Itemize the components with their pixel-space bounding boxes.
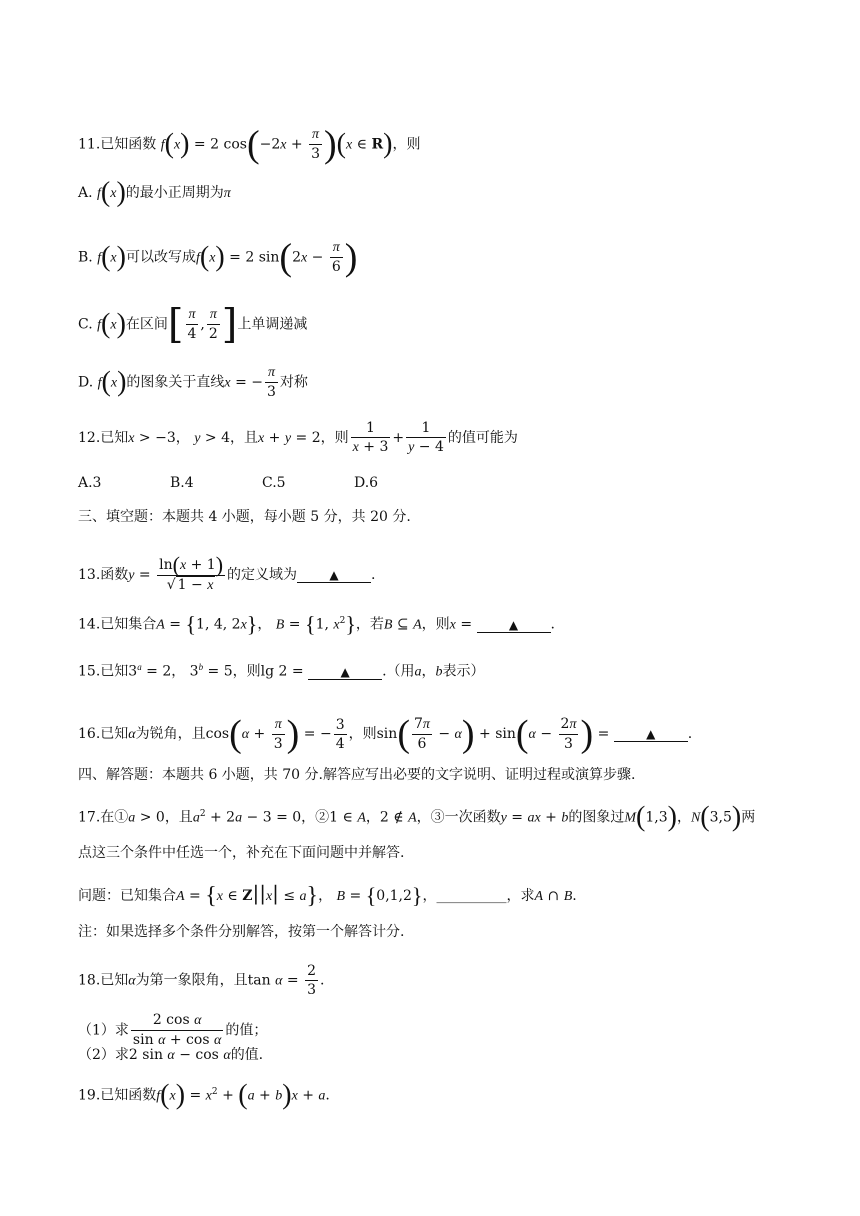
q12-t3: ，则 (320, 430, 349, 446)
q14-prefix: 14.已知集合 (78, 616, 157, 633)
question-18: 18.已知α为第一象限角，且tan α = $\frac{2}{3}$ . (78, 963, 325, 998)
q14-end: . (550, 616, 555, 633)
q18-part1-prefix: （1）求 (78, 1022, 129, 1039)
question-14: 14.已知集合A = {1, 4, 2x}， B = {1, $x^2$}，若B ⊆ A，则x = ▲ . (78, 611, 555, 637)
q17-line3b: ， (318, 888, 333, 904)
q17-line3c: ， (422, 888, 437, 904)
question-12: 12.已知x > −3， y > 4，且x + y = 2，则 $\frac{1}{x + 3}$ + $\frac{1}{y - 4}$ 的值可能为 (78, 420, 518, 455)
q11-option-a: A. f(x)的最小正周期为π (78, 177, 231, 208)
q15-t2: ，则 (232, 663, 261, 680)
q12-choices (78, 473, 378, 493)
option-d-text2: 对称 (279, 374, 308, 391)
q12-t1: ， (175, 430, 190, 446)
q18-part2-prefix: （2）求 (78, 1047, 129, 1063)
option-d-label: D. (78, 374, 94, 391)
frac-pi-3: $\frac{\pi}{3}$ (311, 127, 321, 162)
option-c-text2: 上单调递减 (237, 316, 308, 333)
q14-t1: ， (257, 616, 272, 633)
q15-answer-blank: ▲ (308, 665, 382, 680)
question-11: 11.已知函数 f(x) = 2 cos(−2x + $\frac{\pi}{3}$ )(x ∈ R)，则 (78, 123, 421, 166)
q12-prefix: 12.已知 (78, 430, 129, 446)
q12-t2: ，且 (229, 430, 258, 446)
question-13: 13.函数y = $\frac{\ln(x + 1)}{√ 1 - x}$ 的定义域为 ▲ . (78, 552, 376, 593)
q13-prefix: 13.函数 (78, 567, 129, 583)
q14-t3: ，则 (421, 616, 450, 633)
q15-prefix: 15.已知 (78, 663, 129, 680)
q17-line1e: ，③一次函数 (416, 809, 501, 826)
question-17-line3: 问题：已知集合A = {x ∈ Z||x| ≤ a}， B = {0,1,2}，__________，求A ∩ B. (78, 881, 577, 909)
q13-end: . (371, 567, 376, 583)
q17-condition-blank: __________ (436, 888, 507, 904)
q19-end: . (325, 1087, 330, 1104)
q17-line1d: ， (365, 809, 380, 826)
q11-option-d: D. f(x)的图象关于直线x = − $\frac{\pi}{3}$ 对称 (78, 365, 308, 400)
q18-t1: 为第一象限角，且 (135, 972, 248, 989)
q17-line1b: ，且 (164, 809, 193, 826)
q15-t3: ， (421, 663, 436, 680)
q16-t1: 为锐角，且 (135, 726, 206, 742)
q18-end: . (320, 972, 325, 989)
q16-end: . (687, 726, 693, 742)
question-16: 16.已知α为锐角，且cos(α + $\frac{\pi}{3}$ ) = − $\frac{3}{4}$ ，则sin( $\frac{7\pi}{6}$ − α) + sin(α − $\frac{2\pi}{3}$ ) = ▲ . (78, 713, 693, 755)
question-18-part2: （2）求2 sin α − cos α的值. (78, 1047, 264, 1063)
option-a-text: 的最小正周期为 (125, 185, 224, 201)
q17-line1h: 两 (741, 809, 756, 826)
q15-t4: 表示） (442, 663, 485, 680)
option-b-label: B. (78, 249, 93, 266)
question-17-note: 注：如果选择多个条件分别解答，按第一个解答计分. (78, 924, 405, 940)
q18-prefix: 18.已知 (78, 972, 129, 989)
q17-line3a: 问题：已知集合 (78, 888, 176, 904)
q16-answer-blank: ▲ (614, 727, 688, 742)
option-c-text1: 在区间 (125, 316, 168, 333)
q17-line1a: 17.在① (78, 809, 129, 826)
q12-choice-a: A.3 (78, 475, 102, 491)
q12-suffix: 的值可能为 (447, 430, 518, 446)
question-17-line2: 点这三个条件中任选一个，补充在下面问题中并解答. (78, 845, 405, 861)
section-4-heading: 四、解答题：本题共 6 小题，共 70 分.解答应写出必要的文字说明、证明过程或演算步骤. (78, 767, 636, 783)
q18-part1-suffix: 的值； (225, 1022, 268, 1039)
q12-choice-b: B.4 (170, 475, 194, 491)
q11-suffix: ，则 (392, 136, 421, 153)
q15-end: .（用 (382, 663, 415, 680)
q11-option-b: B. f(x)可以改写成f(x) = 2 sin(2x − $\frac{\pi}{6}$ ) (78, 236, 358, 279)
q11-option-c: C. f(x)在区间[ $\frac{\pi}{4}$ , $\frac{\pi}{2}$ ]上单调递减 (78, 301, 308, 348)
q15-t1: ， (171, 663, 186, 680)
option-c-label: C. (78, 316, 93, 333)
q12-choice-c: C.5 (262, 475, 286, 491)
q17-line3e: . (572, 888, 577, 904)
option-a-label: A. (78, 185, 93, 201)
q16-t2: ，则 (348, 726, 377, 742)
q18-part2-suffix: 的值. (230, 1047, 264, 1063)
q14-t2: ，若 (355, 616, 384, 633)
question-18-part1: （1）求 $\frac{\text{2 cos α}}{\text{sin α + cos α}}$ 的值； (78, 1012, 268, 1048)
q16-prefix: 16.已知 (78, 726, 129, 742)
q17-line1g: ， (676, 809, 691, 826)
q17-line3d: ，求 (506, 888, 535, 904)
q12-choice-d: D.6 (354, 475, 379, 491)
q13-suffix: 的定义域为 (227, 567, 298, 583)
q17-line1f: 的图象过 (568, 809, 625, 826)
option-b-text: 可以改写成 (125, 249, 196, 266)
q17-line1c: ，② (301, 809, 330, 826)
option-d-text1: 的图象关于直线 (126, 374, 225, 391)
section-3-heading: 三、填空题：本题共 4 小题，每小题 5 分，共 20 分. (78, 509, 411, 525)
q19-prefix: 19.已知函数 (78, 1087, 157, 1104)
q14-answer-blank: ▲ (477, 618, 551, 633)
question-15: 15.已知$3^a = 2$， $3^b = 5$，则lg 2 = ▲ .（用a，b表示） (78, 662, 485, 680)
q13-answer-blank: ▲ (297, 568, 371, 583)
question-17-line1: 17.在①a > 0，且$a^2 + 2a - 3 = 0$，②1 ∈ A，2 ∉ A，③一次函数y = ax + b的图象过M(1,3)，N(3,5)两 (78, 801, 756, 833)
q11-prefix: 11.已知函数 (78, 136, 157, 153)
question-19: 19.已知函数$f(x) = x^2 + (a + b)x + a$. (78, 1079, 330, 1111)
